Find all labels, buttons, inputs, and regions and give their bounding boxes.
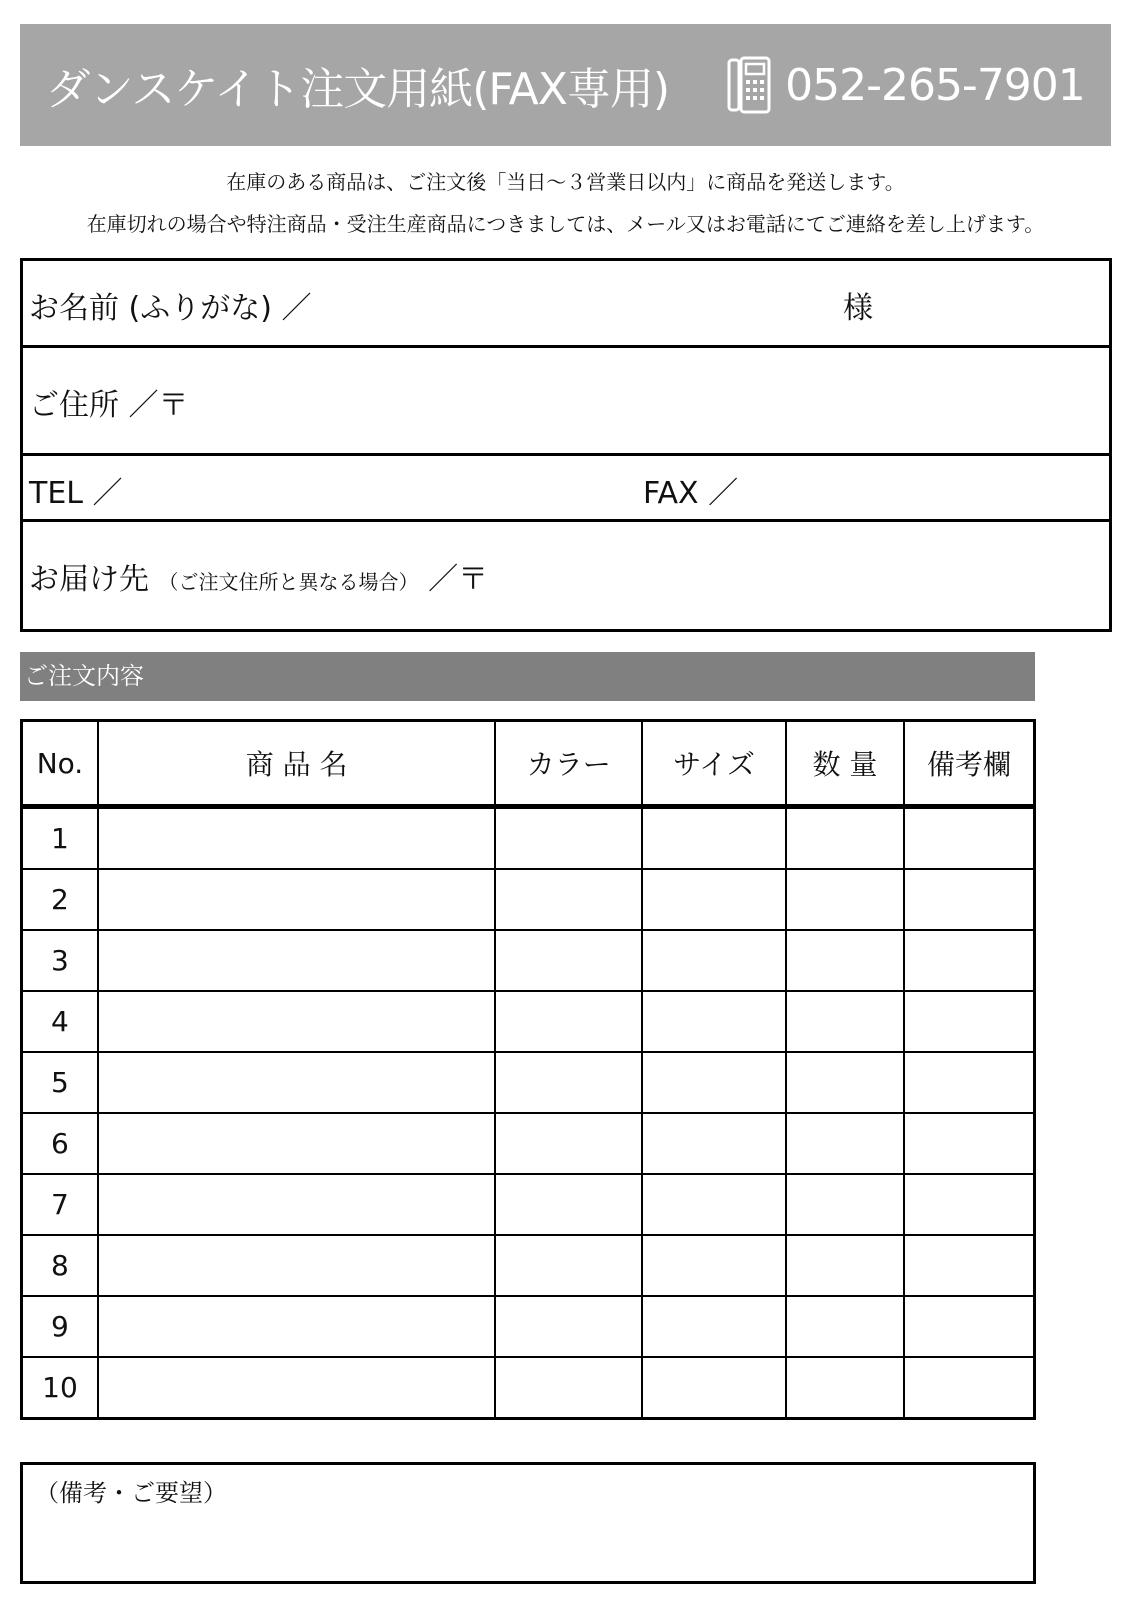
header-banner xyxy=(20,24,1111,146)
row-number: 8 xyxy=(22,1235,98,1296)
delivery-label xyxy=(29,554,488,598)
product-name-cell[interactable] xyxy=(98,1052,495,1113)
quantity-cell[interactable] xyxy=(786,869,904,930)
remarks-cell[interactable] xyxy=(904,930,1034,991)
table-row xyxy=(22,991,1035,1052)
row-number: 1 xyxy=(22,807,98,870)
remarks-cell[interactable] xyxy=(904,807,1034,870)
quantity-cell[interactable] xyxy=(786,991,904,1052)
size-cell[interactable] xyxy=(642,1235,786,1296)
table-row xyxy=(22,1357,1035,1419)
remarks-cell[interactable] xyxy=(904,1174,1034,1235)
row-number: 4 xyxy=(22,991,98,1052)
quantity-cell[interactable] xyxy=(786,1357,904,1419)
quantity-cell[interactable] xyxy=(786,1296,904,1357)
order-table-header xyxy=(22,721,1035,807)
color-cell[interactable] xyxy=(495,1235,642,1296)
remarks-cell[interactable] xyxy=(904,1113,1034,1174)
size-cell[interactable] xyxy=(642,1174,786,1235)
product-name-cell[interactable] xyxy=(98,1357,495,1419)
fax-phone-icon xyxy=(727,56,771,114)
table-row xyxy=(22,930,1035,991)
table-row xyxy=(22,1052,1035,1113)
address-label: ご住所 ／〒 xyxy=(29,388,189,423)
row-number: 2 xyxy=(22,869,98,930)
name-label: お名前 (ふりがな) ／ xyxy=(29,291,312,326)
size-cell[interactable] xyxy=(642,1296,786,1357)
delivery-suffix: ／〒 xyxy=(428,562,489,597)
remarks-cell[interactable] xyxy=(904,1235,1034,1296)
col-quantity: 数 量 xyxy=(786,721,904,807)
delivery-field[interactable] xyxy=(23,522,1109,629)
quantity-cell[interactable] xyxy=(786,1052,904,1113)
size-cell[interactable] xyxy=(642,807,786,870)
color-cell[interactable] xyxy=(495,1296,642,1357)
color-cell[interactable] xyxy=(495,930,642,991)
size-cell[interactable] xyxy=(642,869,786,930)
remarks-cell[interactable] xyxy=(904,869,1034,930)
quantity-cell[interactable] xyxy=(786,1174,904,1235)
product-name-cell[interactable] xyxy=(98,1296,495,1357)
product-name-cell[interactable] xyxy=(98,869,495,930)
remarks-cell[interactable] xyxy=(904,1052,1034,1113)
color-cell[interactable] xyxy=(495,1113,642,1174)
row-number: 9 xyxy=(22,1296,98,1357)
tel-label: TEL ／ xyxy=(29,476,123,511)
row-number: 6 xyxy=(22,1113,98,1174)
size-cell[interactable] xyxy=(642,991,786,1052)
fax-number: 052-265-7901 xyxy=(785,59,1085,111)
fax-label: FAX ／ xyxy=(643,476,739,511)
table-row xyxy=(22,1113,1035,1174)
table-row xyxy=(22,1235,1035,1296)
row-number: 7 xyxy=(22,1174,98,1235)
product-name-cell[interactable] xyxy=(98,930,495,991)
remarks-cell[interactable] xyxy=(904,991,1034,1052)
row-number: 3 xyxy=(22,930,98,991)
table-row xyxy=(22,869,1035,930)
remarks-box[interactable] xyxy=(20,1462,1036,1584)
row-number: 5 xyxy=(22,1052,98,1113)
table-row xyxy=(22,807,1035,870)
remarks-cell[interactable] xyxy=(904,1357,1034,1419)
product-name-cell[interactable] xyxy=(98,1235,495,1296)
table-row xyxy=(22,1174,1035,1235)
col-product-name: 商 品 名 xyxy=(98,721,495,807)
delivery-note: （ご注文住所と異なる場合） xyxy=(158,570,419,594)
quantity-cell[interactable] xyxy=(786,1113,904,1174)
col-no: No. xyxy=(22,721,98,807)
color-cell[interactable] xyxy=(495,869,642,930)
size-cell[interactable] xyxy=(642,1052,786,1113)
size-cell[interactable] xyxy=(642,1357,786,1419)
row-number: 10 xyxy=(22,1357,98,1419)
color-cell[interactable] xyxy=(495,1052,642,1113)
color-cell[interactable] xyxy=(495,1357,642,1419)
customer-info-box xyxy=(20,258,1112,632)
product-name-cell[interactable] xyxy=(98,1113,495,1174)
color-cell[interactable] xyxy=(495,807,642,870)
order-section-title: ご注文内容 xyxy=(20,652,1035,701)
col-remarks: 備考欄 xyxy=(904,721,1034,807)
size-cell[interactable] xyxy=(642,930,786,991)
tel-fax-row[interactable] xyxy=(23,456,1109,522)
product-name-cell[interactable] xyxy=(98,991,495,1052)
honorific-label: 様 xyxy=(843,291,873,326)
remarks-label: （備考・ご要望） xyxy=(35,1479,227,1507)
color-cell[interactable] xyxy=(495,1174,642,1235)
delivery-label-text: お届け先 xyxy=(29,562,149,597)
remarks-cell[interactable] xyxy=(904,1296,1034,1357)
quantity-cell[interactable] xyxy=(786,930,904,991)
name-field[interactable] xyxy=(23,261,1109,348)
color-cell[interactable] xyxy=(495,991,642,1052)
product-name-cell[interactable] xyxy=(98,807,495,870)
quantity-cell[interactable] xyxy=(786,807,904,870)
quantity-cell[interactable] xyxy=(786,1235,904,1296)
table-row xyxy=(22,1296,1035,1357)
size-cell[interactable] xyxy=(642,1113,786,1174)
form-title: ダンスケイト注文用紙(FAX専用) xyxy=(46,64,670,115)
product-name-cell[interactable] xyxy=(98,1174,495,1235)
stock-notice: 在庫切れの場合や特注商品・受注生産商品につきましては、メール又はお電話にてご連絡を差し上げます。 xyxy=(86,212,1045,236)
order-table xyxy=(20,719,1036,1420)
address-field[interactable] xyxy=(23,348,1109,456)
col-color: カラー xyxy=(495,721,642,807)
col-size: サイズ xyxy=(642,721,786,807)
shipping-notice: 在庫のある商品は、ご注文後「当日～３営業日以内」に商品を発送します。 xyxy=(226,170,905,194)
